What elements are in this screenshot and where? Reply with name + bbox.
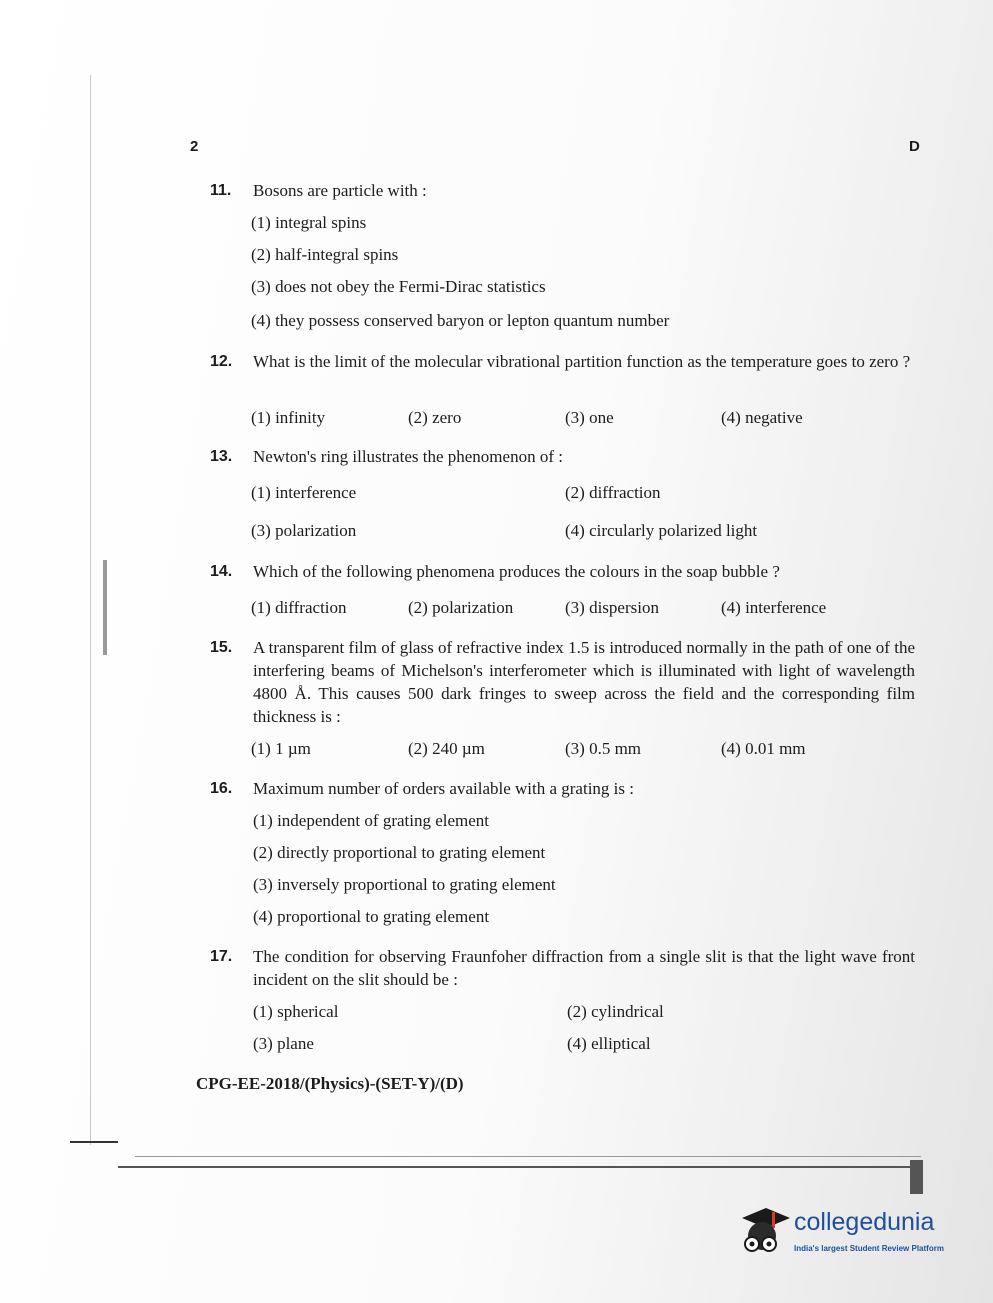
question-text: What is the limit of the molecular vibrational partition function as the temperature goes to zero ? xyxy=(253,352,911,371)
option: (1) integral spins xyxy=(251,213,367,232)
option: (2) half-integral spins xyxy=(251,245,399,264)
brand-name: collegedunia xyxy=(794,1208,935,1236)
option: (4) circularly polarized light xyxy=(565,521,758,540)
option: (2) polarization xyxy=(408,598,514,617)
option: (2) directly proportional to grating element xyxy=(253,843,546,862)
question-text: Maximum number of orders available with a grating is : xyxy=(253,779,634,798)
divider xyxy=(118,1166,921,1168)
question-number: 17. xyxy=(210,948,233,965)
option: (3) 0.5 mm xyxy=(565,739,642,758)
question-number: 15. xyxy=(210,639,233,656)
collegedunia-watermark xyxy=(738,1200,968,1260)
option: (2) zero xyxy=(408,408,462,427)
option: (3) inversely proportional to grating element xyxy=(253,875,556,894)
option: (4) 0.01 mm xyxy=(721,739,806,758)
binding-mark xyxy=(103,560,107,655)
divider xyxy=(135,1156,921,1157)
brand-tagline: India's largest Student Review Platform xyxy=(794,1244,944,1253)
option: (4) proportional to grating element xyxy=(253,907,490,926)
set-code: D xyxy=(909,138,920,155)
option: (2) cylindrical xyxy=(567,1002,664,1021)
question-text: A transparent film of glass of refractive index 1.5 is introduced normally in the path of one of the interfering beams of Michelson's interferometer which is illuminated with light of wavelength 4800 Å. This causes 500 dark fringes to sweep across the field and the corresponding film thickness is : xyxy=(253,638,915,726)
mascot-icon xyxy=(738,1200,792,1260)
option: (4) negative xyxy=(721,408,803,427)
scan-shadow xyxy=(910,1160,923,1194)
page-margin-line xyxy=(90,75,91,1145)
question-number: 16. xyxy=(210,780,233,797)
option: (4) interference xyxy=(721,598,827,617)
option: (1) interference xyxy=(251,483,357,502)
option: (3) polarization xyxy=(251,521,357,540)
option: (1) diffraction xyxy=(251,598,347,617)
option: (3) does not obey the Fermi-Dirac statistics xyxy=(251,277,546,296)
question-text: Which of the following phenomena produces the colours in the soap bubble ? xyxy=(253,562,780,581)
question-number: 14. xyxy=(210,563,233,580)
question-number: 11. xyxy=(210,182,232,199)
question-text: The condition for observing Fraunfoher diffraction from a single slit is that the light wave front incident on the slit should be : xyxy=(253,947,915,989)
option: (4) elliptical xyxy=(567,1034,651,1053)
option: (1) independent of grating element xyxy=(253,811,490,830)
question-number: 13. xyxy=(210,448,233,465)
option: (4) they possess conserved baryon or lepton quantum number xyxy=(251,311,670,330)
option: (3) plane xyxy=(253,1034,314,1053)
option: (1) spherical xyxy=(253,1002,339,1021)
option: (1) 1 µm xyxy=(251,739,311,758)
option: (3) one xyxy=(565,408,614,427)
question-number: 12. xyxy=(210,353,233,370)
option: (2) diffraction xyxy=(565,483,661,502)
option: (3) dispersion xyxy=(565,598,659,617)
option: (2) 240 µm xyxy=(408,739,485,758)
option: (1) infinity xyxy=(251,408,326,427)
page-number: 2 xyxy=(190,138,199,155)
paper-code-footer: CPG-EE-2018/(Physics)-(SET-Y)/(D) xyxy=(196,1074,464,1093)
divider xyxy=(70,1141,118,1143)
question-text: Bosons are particle with : xyxy=(253,181,427,200)
question-text: Newton's ring illustrates the phenomenon of : xyxy=(253,447,563,466)
